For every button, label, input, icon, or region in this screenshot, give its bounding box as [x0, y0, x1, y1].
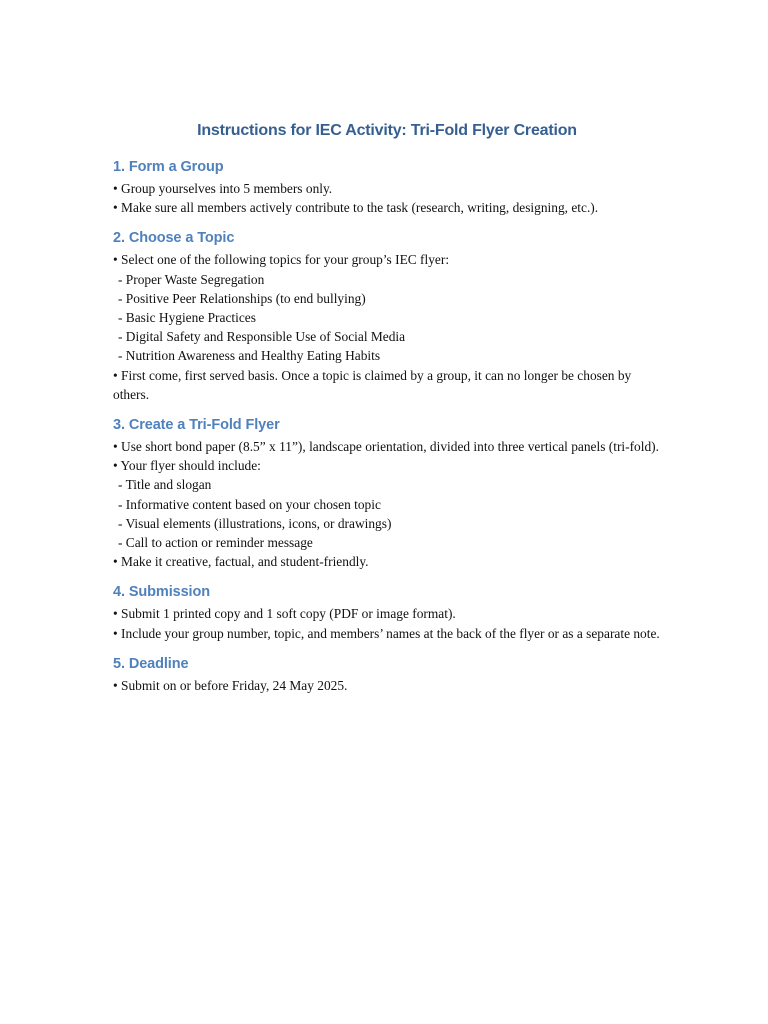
section-deadline: [113, 656, 661, 695]
bullet-item: • Use short bond paper (8.5” x 11”), landscape orientation, divided into three vertical panels (tri-fold).: [113, 439, 659, 455]
sub-item: - Nutrition Awareness and Healthy Eating Habits: [118, 348, 381, 364]
section-heading: 5. Deadline: [113, 655, 189, 672]
bullet-item: • Include your group number, topic, and members’ names at the back of the flyer or as a separate note.: [113, 625, 660, 641]
sub-item: - Informative content based on your chosen topic: [118, 496, 381, 512]
sub-item: - Positive Peer Relationships (to end bullying): [118, 290, 366, 306]
sub-item: - Call to action or reminder message: [118, 535, 313, 551]
sub-item: - Visual elements (illustrations, icons, or drawings): [118, 515, 392, 531]
sub-item: - Basic Hygiene Practices: [118, 310, 256, 326]
sub-item: - Title and slogan: [118, 477, 212, 493]
bullet-item: • Group yourselves into 5 members only.: [113, 181, 333, 196]
section-choose-topic: [113, 230, 661, 404]
bullet-item: • Select one of the following topics for your group’s IEC flyer:: [113, 252, 450, 268]
sub-item: - Digital Safety and Responsible Use of Social Media: [118, 329, 406, 345]
bullet-item: • Submit 1 printed copy and 1 soft copy (PDF or image format).: [113, 606, 456, 622]
document-page: [113, 122, 661, 708]
section-heading: 4. Submission: [113, 584, 210, 601]
document-title: Instructions for IEC Activity: Tri-Fold Flyer Creation: [197, 122, 577, 139]
sub-item: - Proper Waste Segregation: [118, 271, 265, 287]
section-submission: [113, 584, 661, 642]
bullet-item: • First come, first served basis. Once a topic is claimed by a group, it can no longer be chosen by others.: [113, 367, 632, 402]
section-heading: 3. Create a Tri-Fold Flyer: [113, 417, 280, 434]
section-form-group: [113, 159, 661, 217]
bullet-item: • Make it creative, factual, and student-friendly.: [113, 554, 369, 570]
section-create-flyer: [113, 417, 661, 571]
bullet-item: • Your flyer should include:: [113, 458, 261, 474]
bullet-item: • Make sure all members actively contribute to the task (research, writing, designing, etc.).: [113, 200, 599, 216]
section-heading: 1. Form a Group: [113, 159, 224, 175]
section-heading: 2. Choose a Topic: [113, 230, 235, 247]
bullet-item: • Submit on or before Friday, 24 May 2025.: [113, 677, 348, 693]
